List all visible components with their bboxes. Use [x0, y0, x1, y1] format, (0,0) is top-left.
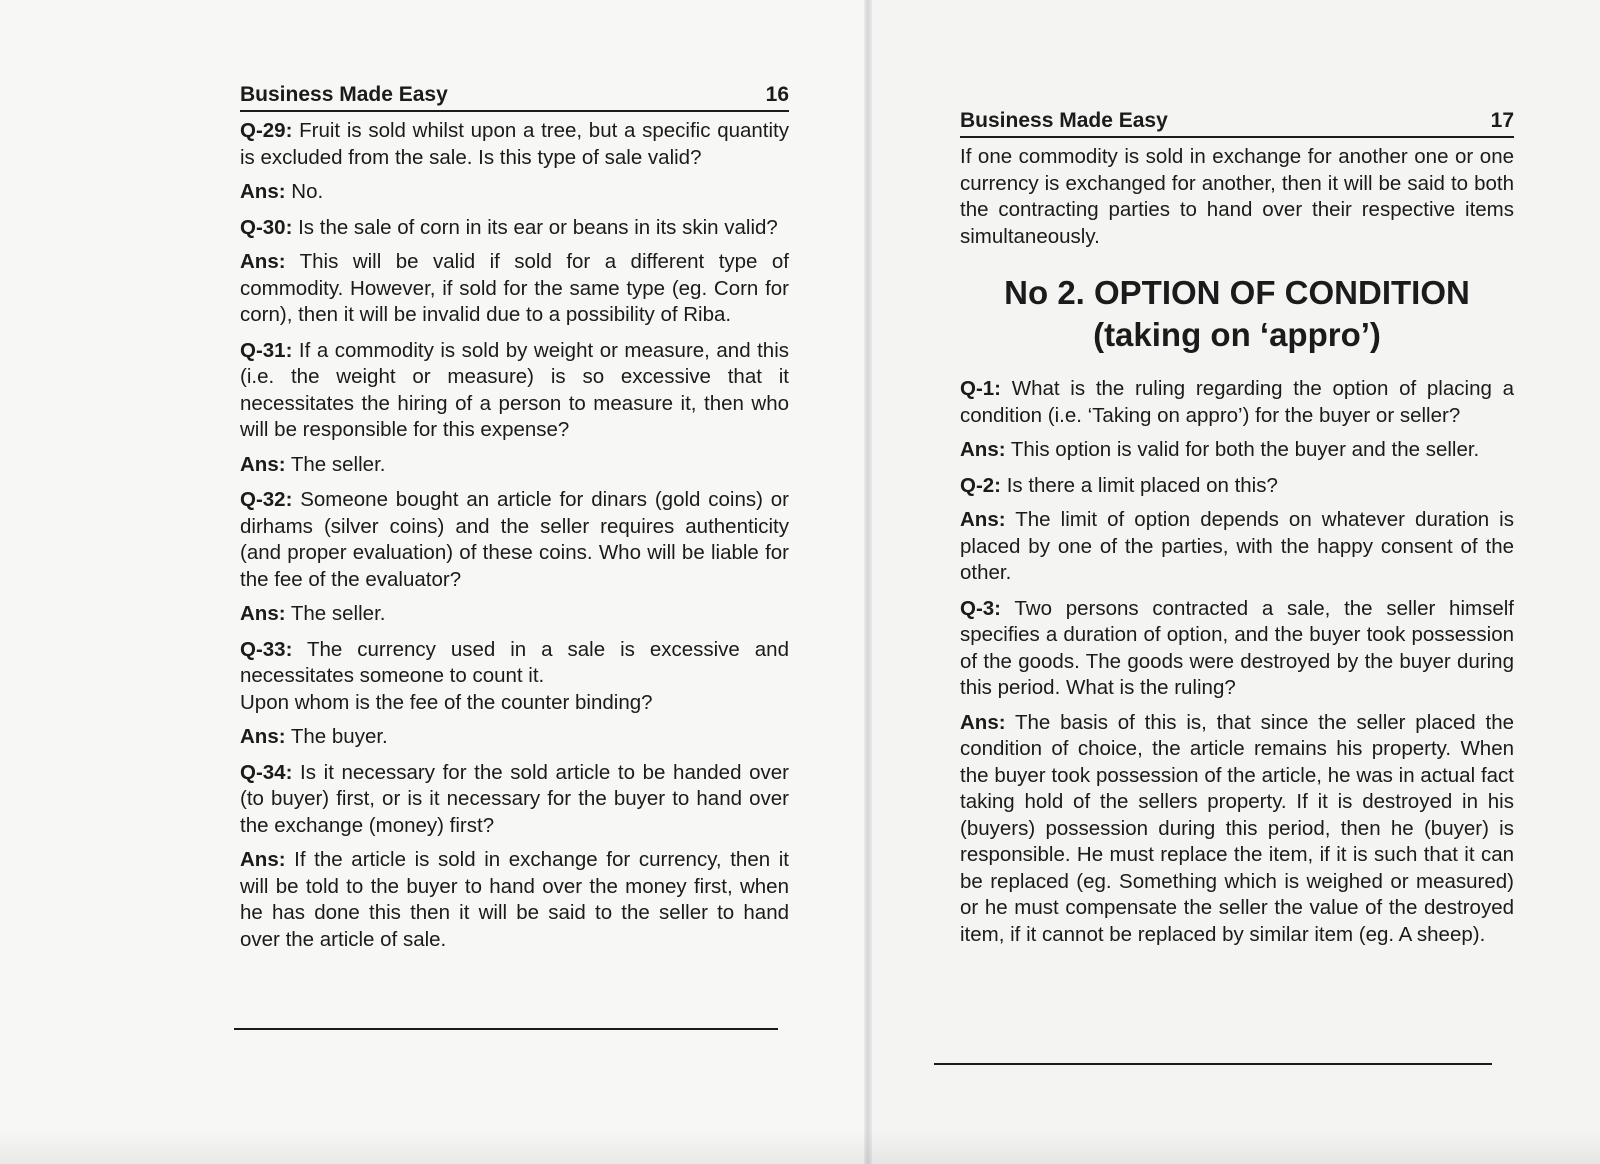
question-q1	[960, 376, 1514, 429]
answer-q3	[960, 710, 1514, 949]
answer-q32	[240, 601, 789, 628]
answer-q2	[960, 507, 1514, 587]
entry-label: Ans:	[240, 250, 286, 273]
question-q33	[240, 637, 789, 717]
entry-text: The buyer.	[285, 725, 388, 748]
right-running-head-title: Business Made Easy	[960, 109, 1168, 132]
entry-text: The currency used in a sale is excessive and necessitates someone to count it.	[240, 637, 789, 687]
section-title-line-1: No 2. OPTION OF CONDITION	[1004, 274, 1470, 311]
entry-text: What is the ruling regarding the option of placing a condition (i.e. ‘Taking on appro’) for the buyer or seller?	[960, 377, 1514, 427]
entry-label: Q-2:	[960, 473, 1001, 497]
section-title-line-2: (taking on ‘appro’)	[1093, 316, 1381, 353]
entry-label: Ans:	[240, 602, 286, 625]
right-page-number: 17	[1490, 109, 1514, 132]
answer-q29	[240, 179, 789, 206]
answer-q31	[240, 452, 789, 479]
question-q3	[960, 596, 1514, 702]
entry-label: Q-30:	[240, 215, 293, 239]
left-running-head	[240, 82, 789, 112]
entry-text: If the article is sold in exchange for currency, then it will be told to the buyer to hand over the money first, when he has done this then it will be said to the seller to hand over the article of sale.	[240, 848, 789, 951]
entry-text: This option is valid for both the buyer and the seller.	[1005, 438, 1480, 461]
entry-text: Fruit is sold whilst upon a tree, but a specific quantity is excluded from the sale. Is this type of sale valid?	[240, 119, 789, 169]
entry-text: The seller.	[285, 452, 386, 476]
entry-label: Ans:	[960, 508, 1006, 531]
answer-q33	[240, 724, 789, 751]
book-gutter	[864, 0, 872, 1164]
question-q29	[240, 118, 789, 171]
entry-label: Q-1:	[960, 377, 1001, 400]
answer-q1	[960, 437, 1514, 464]
left-page-number: 16	[765, 83, 789, 106]
entry-text: Someone bought an article for dinars (gold coins) or dirhams (silver coins) and the seller requires authenticity (and proper evaluation) of these coins. Who will be liable for the fee of the evaluator?	[240, 488, 789, 591]
answer-q34	[240, 847, 789, 953]
entry-label: Ans:	[240, 180, 286, 203]
entry-text: This will be valid if sold for a different type of commodity. However, if sold for the same type (eg. Corn for corn), then it will be invalid due to a possibility of Riba.	[240, 250, 789, 326]
entry-label: Q-3:	[960, 596, 1001, 620]
right-running-head	[960, 100, 1514, 138]
answer-q30	[240, 249, 789, 329]
entry-label: Q-31:	[240, 338, 293, 362]
entry-text: Is it necessary for the sold article to be handed over (to buyer) first, or is it necessary for the buyer to hand over the exchange (money) first?	[240, 760, 789, 837]
left-running-head-title: Business Made Easy	[240, 83, 448, 106]
entry-label: Q-29:	[240, 119, 293, 142]
entry-text: Is there a limit placed on this?	[1001, 473, 1278, 497]
entry-label: Ans:	[240, 848, 286, 871]
entry-label: Ans:	[240, 452, 286, 476]
entry-text: Is the sale of corn in its ear or beans in its skin valid?	[292, 215, 778, 239]
entry-text: The seller.	[285, 602, 386, 625]
entry-label: Q-33:	[240, 637, 293, 661]
entry-text: The basis of this is, that since the seller placed the condition of choice, the article remains his property. When the buyer took possession of the article, he was in actual fact taking hold of the sellers property. If it is destroyed in his (buyers) possession during this period, then he (buyer) is responsible. He must replace the item, if it is such that it can be replaced (eg. Something which is weighed or measured) or he must compensate the seller the value of the destroyed item, if it cannot be replaced by similar item (eg. A sheep).	[960, 710, 1514, 946]
entry-label: Q-34:	[240, 760, 293, 784]
entry-text: Two persons contracted a sale, the seller himself specifies a duration of option, and the buyer took possession of the goods. The goods were destroyed by the buyer during this period. What is the ruling?	[960, 596, 1514, 699]
entry-text: If a commodity is sold by weight or measure, and this (i.e. the weight or measure) is so excessive that it necessitates the hiring of a person to measure it, then who will be responsible for this expense?	[240, 338, 789, 441]
right-footer-rule	[934, 1063, 1492, 1065]
right-page-text-column	[960, 100, 1514, 957]
left-footer-rule	[234, 1028, 778, 1030]
question-q30	[240, 215, 789, 242]
section-title	[960, 272, 1514, 356]
entry-label: Ans:	[240, 725, 286, 748]
entry-label: Ans:	[960, 710, 1006, 734]
question-q32	[240, 487, 789, 593]
left-page-text-column	[240, 82, 789, 962]
question-q2	[960, 473, 1514, 500]
question-q34	[240, 760, 789, 840]
question-q31	[240, 338, 789, 444]
entry-text: The limit of option depends on whatever duration is placed by one of the parties, with the happy consent of the other.	[960, 508, 1514, 584]
scan-bottom-shadow	[0, 1130, 1600, 1164]
entry-text: No.	[285, 180, 324, 203]
entry-label: Q-32:	[240, 488, 293, 511]
right-intro-paragraph: If one commodity is sold in exchange for another one or one currency is exchanged for another, then it will be said to both the contracting parties to hand over their respective items simultaneously.	[960, 145, 1514, 248]
entry-label: Ans:	[960, 438, 1006, 461]
entry-extra-line: Upon whom is the fee of the counter binding?	[240, 690, 653, 714]
